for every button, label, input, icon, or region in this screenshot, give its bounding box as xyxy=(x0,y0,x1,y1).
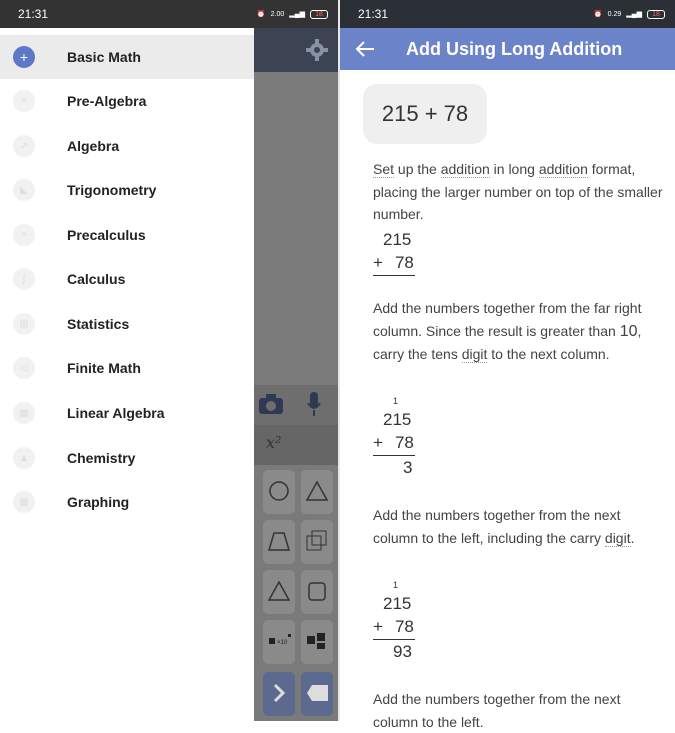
status-icons xyxy=(594,10,665,19)
app-bar xyxy=(340,28,675,70)
term-link-addition[interactable]: addition xyxy=(440,161,490,177)
drawer-item-label: Statistics xyxy=(67,316,130,332)
x-squared-key[interactable]: x² xyxy=(266,433,282,452)
triangle-icon: ◣ xyxy=(13,179,35,201)
drawer-item-precalculus[interactable] xyxy=(0,213,254,257)
carry-digit: 1 xyxy=(393,580,399,590)
plus-sign: + xyxy=(373,617,383,636)
cylinder-key[interactable] xyxy=(301,570,333,614)
gear-icon[interactable] xyxy=(305,38,329,62)
drawer-item-trigonometry[interactable] xyxy=(0,168,254,212)
drawer-item-algebra[interactable] xyxy=(0,124,254,168)
term-link-digit[interactable]: digit xyxy=(604,529,631,546)
alarm-icon: ⏰ xyxy=(593,11,603,18)
camera-icon[interactable] xyxy=(258,393,284,415)
addend-bottom: 78 xyxy=(394,433,414,452)
drawer-item-finite-math[interactable] xyxy=(0,346,254,390)
matrix-key[interactable] xyxy=(301,620,333,664)
triangle-key[interactable] xyxy=(301,470,333,514)
term-link-digit[interactable]: digit xyxy=(461,346,488,362)
matrix-icon: ▦ xyxy=(13,402,35,424)
long-addition-setup xyxy=(373,228,433,276)
signal-icon: ▂▄▆ xyxy=(626,11,642,18)
term-link-set[interactable]: Set xyxy=(373,161,395,177)
alarm-icon: ⏰ xyxy=(256,11,266,18)
plus-sign: + xyxy=(373,253,383,272)
status-icons xyxy=(257,10,328,19)
right-phone-screen xyxy=(340,0,675,730)
drawer-item-label: Finite Math xyxy=(67,360,141,376)
status-bar xyxy=(340,0,675,28)
step-4-text: Add the numbers together from the next column to the left. xyxy=(373,691,621,730)
carry-digit: 1 xyxy=(393,396,399,406)
drawer-item-label: Graphing xyxy=(67,494,130,510)
sum-line xyxy=(373,275,415,276)
svg-text:×10: ×10 xyxy=(277,640,288,646)
addend-top: 215 xyxy=(383,230,412,249)
signal-icon: ▂▄▆ xyxy=(289,11,305,18)
drawer-item-label: Chemistry xyxy=(67,450,136,466)
step-3-text: Add the numbers together from the next column to the left, including the carry digit. xyxy=(373,507,635,546)
addend-bottom: 78 xyxy=(394,617,414,636)
page-title: Add Using Long Addition xyxy=(406,38,623,59)
drawer-item-label: Precalculus xyxy=(67,227,146,243)
trapezoid-key[interactable] xyxy=(263,520,295,564)
drawer-item-calculus[interactable] xyxy=(0,257,254,301)
term-link-addition[interactable]: addition xyxy=(538,161,588,177)
net-speed: 0.29 xyxy=(607,10,622,18)
drawer-item-linear-algebra[interactable] xyxy=(0,391,254,435)
pointer-icon: ◁ xyxy=(13,357,35,379)
pyramid-key[interactable] xyxy=(263,570,295,614)
step-1-text: Set up the addition in long addition format, placing the larger number on top of the smaller number. xyxy=(373,161,663,222)
multiply-icon: × xyxy=(13,90,35,112)
addend-bottom-row xyxy=(373,615,433,638)
next-key[interactable] xyxy=(263,672,295,716)
plus-icon: + xyxy=(13,46,35,68)
drawer-item-statistics[interactable] xyxy=(0,302,254,346)
drawer-item-chemistry[interactable] xyxy=(0,436,254,480)
flask-icon: ▲ xyxy=(13,447,35,469)
addend-bottom-row xyxy=(373,431,433,454)
status-time: 21:31 xyxy=(18,7,49,21)
drawer-item-pre-algebra[interactable] xyxy=(0,79,254,123)
addend-top: 215 xyxy=(383,410,412,429)
cube-key[interactable] xyxy=(301,520,333,564)
drawer-item-label: Calculus xyxy=(67,271,126,287)
partial-sum: 3 xyxy=(403,458,413,477)
backspace-key[interactable] xyxy=(301,672,333,716)
partial-sum: 93 xyxy=(393,642,412,661)
battery-icon: 18 xyxy=(647,10,665,19)
left-phone-screen xyxy=(0,0,338,721)
grid-icon: ▦ xyxy=(13,491,35,513)
long-addition-step-2 xyxy=(373,394,433,479)
step-2-text: Add the numbers together from the far right column. Since the result is greater than 10, carry the tens digit to the next column. xyxy=(373,300,642,362)
status-bar xyxy=(0,0,338,28)
addend-top: 215 xyxy=(383,594,412,613)
drawer-item-label: Algebra xyxy=(67,138,120,154)
drawer-item-label: Basic Math xyxy=(67,49,141,65)
navigation-drawer xyxy=(0,28,254,721)
curve-icon: ↗ xyxy=(13,135,35,157)
drawer-item-graphing[interactable] xyxy=(0,480,254,524)
scientific-notation-key[interactable] xyxy=(263,620,295,664)
addend-bottom-row xyxy=(373,251,433,274)
bar-chart-icon: ▥ xyxy=(13,313,35,335)
underlying-input-bar xyxy=(250,385,338,425)
battery-icon: 18 xyxy=(310,10,328,19)
number-ten: 10 xyxy=(619,322,638,340)
net-speed: 2.00 xyxy=(270,10,285,18)
back-arrow-icon[interactable] xyxy=(354,38,376,60)
integral-icon: ∫ xyxy=(13,268,35,290)
drawer-item-label: Linear Algebra xyxy=(67,405,165,421)
plus-sign: + xyxy=(373,433,383,452)
addend-bottom: 78 xyxy=(394,253,414,272)
status-time: 21:31 xyxy=(358,7,389,21)
circle-key[interactable] xyxy=(263,470,295,514)
drawer-item-label: Pre-Algebra xyxy=(67,93,147,109)
underlying-symbol-row xyxy=(250,425,338,465)
long-addition-step-3 xyxy=(373,578,433,663)
expression-box: 215 + 78 xyxy=(363,84,487,144)
drawer-item-label: Trigonometry xyxy=(67,182,157,198)
drawer-item-basic-math[interactable] xyxy=(0,35,254,79)
microphone-icon[interactable] xyxy=(306,391,322,417)
axes-icon: + xyxy=(13,224,35,246)
